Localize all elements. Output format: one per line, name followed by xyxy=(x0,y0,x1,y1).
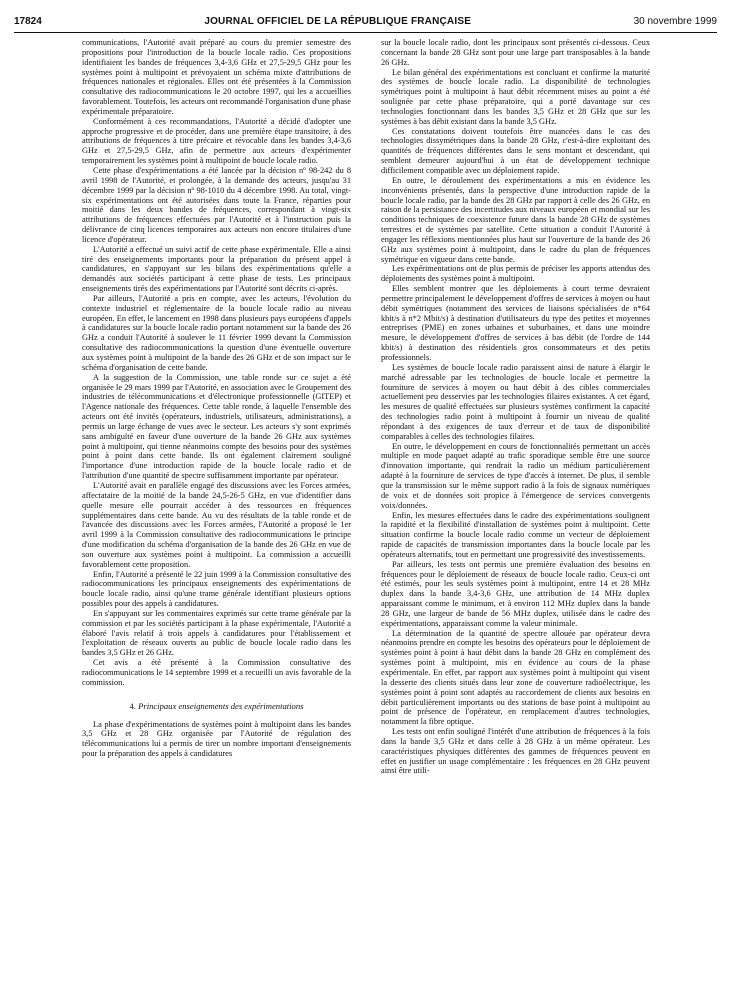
paragraph: Cette phase d'expérimentations a été lancée par la décision nº 98-242 du 8 avril 1998 de l'Autorité, et prolongée, à la demande des acteurs, jusqu'au 31 décembre 1999 par la décision nº 98-1010 du 4 décembre 1998. Au total, vingt-six expérimentations ont été autorisées dans toute la France, réparties pour moitié dans les deux bandes de fréquences, correspondant à vingt-six attributions de fréquences effectuées par l'Autorité et à l'instruction puis la délivrance de cinq licences temporaires aux acteurs non encore titulaires d'une licence d'opérateur. xyxy=(82,165,351,244)
paragraph: En s'appuyant sur les commentaires exprimés sur cette trame générale par la commission et par les sociétés participant à la phase expérimentale, l'Autorité a élaboré l'avis relatif à trois appels à candidatures pour l'établissement et l'exploitation de réseaux ouverts au public de boucle locale radio dans les bandes 3,5 GHz et 26 GHz. xyxy=(82,608,351,658)
paragraph: La phase d'expérimentations de systèmes point à multipoint dans les bandes 3,5 GHz et 28 GHz organisée par l'Autorité de régulation des télécommunications lui a permis de tirer un nombre important d'enseignements pour la préparation des appels à candidatures xyxy=(82,719,351,759)
issue-date: 30 novembre 1999 xyxy=(633,16,717,27)
paragraph: Elles semblent montrer que les déploiements à court terme devraient permettre principalement le développement d'offres de services à moyen ou haut débit symétriques (notamment des services de liaisons spécialisées de n*64 kbit/s à n*2 Mbit/s) à destination d'utilisateurs du type des petites et moyennes entreprises (PME) en zones urbaines et suburbaines, et dans une moindre mesure, le développement d'offres de services à bas débit (de l'ordre de 144 kbit/s) à destination des résidentiels gros consommateurs et des petits professionnels. xyxy=(381,284,650,362)
paragraph: La détermination de la quantité de spectre allouée par opérateur devra néanmoins prendre en compte les besoins des opérateurs pour le déploiement de systèmes point à point à haut débit dans la bande 28 GHz en complément des systèmes point à multipoint, mis en évidence au cours de la phase expérimentale. En effet, par rapport aux systèmes point à multipoint qui visent la desserte des clients situés dans leur zone de couverture radioélectrique, les systèmes point à point sont adaptés au raccordement de clients aux besoins en débit particulièrement importants ou des stations de base point à multipoint au point de présence de l'opérateur, en remplacement d'autres technologies, notamment la fibre optique. xyxy=(381,628,650,727)
paragraph: sur la boucle locale radio, dont les principaux sont présentés ci-dessous. Ceux concernant la bande 28 GHz sont pour une large part transposables à la bande 26 GHz. xyxy=(381,38,650,67)
journal-title: JOURNAL OFFICIEL DE LA RÉPUBLIQUE FRANÇAISE xyxy=(204,16,472,27)
paragraph: Conformément à ces recommandations, l'Autorité a décidé d'adopter une approche progressive et de procéder, dans une première étape transitoire, à des attributions de fréquences à titre précaire et révocable dans les bandes 3,4-3,6 GHz et 27,5-29,5 GHz, afin de permettre aux acteurs d'expérimenter temporairement les systèmes point à multipoint de boucle locale radio. xyxy=(82,116,351,166)
paragraph: Le bilan général des expérimentations est concluant et confirme la maturité des systèmes de boucle locale radio. La disponibilité de technologies symétriques point à multipoint à haut débit récemment mises au point a été soulignée par cette phase préparatoire, qui a porté davantage sur ces technologies fonctionnant dans les bandes 3,5 GHz et 28 GHz que sur les systèmes à bas débit existant dans la bande 3,5 GHz. xyxy=(381,67,650,126)
paragraph: Ces constatations doivent toutefois être nuancées dans le cas des technologies dissymétriques dans la bande 28 GHz, c'est-à-dire exploitant des quantités de fréquences différentes dans le sens montant et descendant, qui semblent demeurer aujourd'hui à un état de développement technique difficilement compatible avec un déploiement rapide. xyxy=(381,126,650,175)
paragraph: En outre, le déroulement des expérimentations a mis en évidence les inconvénients présentés, dans la perspective d'une introduction rapide de la boucle locale radio, par la bande des 28 GHz par rapport à celle des 26 GHz, en raison de la persistance des incertitudes aux niveaux européen et mondial sur les conditions techniques de coexistence future dans la bande 28 GHz de systèmes terrestres et de systèmes par satellite. Cette situation a conduit l'Autorité à engager les réflexions mentionnées plus haut sur l'ouverture de la bande des 26 GHz aux systèmes point à multipoint, dans le cadre du plan de fréquences symétrique en vigueur dans cette bande. xyxy=(381,175,650,264)
paragraph: En outre, le développement en cours de fonctionnalités permettant un accès multiple en mode paquet adapté au trafic sporadique semble être une source d'innovation importante, qui rendrait la radio un médium particulièrement adapté à la fourniture de services de type d'accès à internet. De plus, il semble que la transmission sur le même support radio à la fois de signaux numériques de voix et de données soit propice à l'émergence de services convergents voix/données. xyxy=(381,441,650,510)
section-heading xyxy=(82,702,351,712)
header-rule xyxy=(14,32,717,33)
paragraph: communications, l'Autorité avait préparé au cours du premier semestre des propositions pour l'introduction de la boucle locale radio. Ces propositions identifiaient les bandes de fréquences 3,4-3,6 GHz et 27,5-29,5 GHz pour les systèmes point à multipoint et prévoyaient un schéma mixte d'attributions de fréquences nationales et régionales. Elles ont été présentées à la Commission consultative des radiocommunications le 20 octobre 1997, qui les a accueillies favorablement. Toutefois, les acteurs ont recommandé l'organisation d'une phase expérimentale préparatoire. xyxy=(82,38,351,116)
paragraph: A la suggestion de la Commission, une table ronde sur ce sujet a été organisée le 29 mars 1999 par l'Autorité, en association avec le Groupement des industries de télécommunications et d'électronique professionnelle (GITEP) et l'Agence nationale des fréquences. Cette table ronde, à laquelle l'ensemble des acteurs ont été invités (opérateurs, industriels, utilisateurs, administrations), a permis un large échange de vues avec le secteur. Les acteurs s'y sont exprimés sans ambiguïté en faveur d'une ouverture de la bande 26 GHz aux systèmes point à multipoint, qui tienne néanmoins compte des besoins pour des systèmes point à point dans cette bande. Ils ont également clairement souligné l'importance d'une introduction rapide de la boucle locale radio et de l'attribution d'une quantité de spectre suffisamment importante par opérateur. xyxy=(82,372,351,481)
paragraph: L'Autorité avait en parallèle engagé des discussions avec les Forces armées, affectataire de la moitié de la bande 24,5-26-5 GHz, en vue d'identifier dans quelle mesure elle pourrait accéder à des ressources en fréquences supplémentaires dans cette bande. Au vu des résultats de la table ronde et de l'avancée des discussions avec les Forces armées, l'Autorité a proposé le 1er avril 1999 à la Commission consultative des radiocommunications le principe d'une modification du schéma d'organisation de la bande des 26 GHz en vue de son ouverture aux systèmes point à multipoint. La commission a accueilli favorablement cette proposition. xyxy=(82,480,351,569)
right-column xyxy=(381,38,650,776)
page-header xyxy=(14,16,717,27)
paragraph: Les expérimentations ont de plus permis de préciser les apports attendus des déploiements des systèmes point à multipoint. xyxy=(381,264,650,284)
section-title: Principaux enseignements des expérimentations xyxy=(138,700,304,711)
paragraph: Enfin, l'Autorité a présenté le 22 juin 1999 à la Commission consultative des radiocommunications les principaux enseignements des expérimentations de boucle locale radio, ainsi qu'une trame générale identifiant plusieurs options possibles pour des appels à candidatures. xyxy=(82,569,351,609)
paragraph: Par ailleurs, les tests ont permis une première évaluation des besoins en fréquences pour le déploiement de réseaux de boucle locale radio. Ceux-ci ont été estimés, pour les seuls systèmes point à multipoint, entre 14 et 28 MHz duplex dans la bande 3,4-3,6 GHz, une attribution de 14 MHz duplex apparaissant comme le minimum, et à environ 112 MHz duplex dans la bande 28 GHz, une largeur de bande de 56 MHz duplex, utilisée dans le cadre des expérimentations, apparaissant comme la valeur minimale. xyxy=(381,559,650,628)
left-column xyxy=(82,38,351,759)
page-number: 17824 xyxy=(14,16,42,27)
paragraph: Cet avis a été présenté à la Commission consultative des radiocommunications le 14 septembre 1999 et a recueilli un avis favorable de la commission. xyxy=(82,658,351,687)
paragraph: Les tests ont enfin souligné l'intérêt d'une attribution de fréquences à la fois dans la bande 3,5 GHz et dans celle à 28 GHz à un même opérateur. Les caractéristiques physiques différentes des gammes de fréquences peuvent en effet en justifier un usage complémentaire : les fréquences en 28 GHz peuvent ainsi être utili- xyxy=(381,727,650,776)
paragraph: Enfin, les mesures effectuées dans le cadre des expérimentations soulignent la rapidité et la flexibilité d'installation de systèmes point à multipoint. Cette situation confirme la boucle locale radio comme un vecteur de déploiement rapide de capacités de transmission importantes dans la boucle locale par les opérateurs alternatifs, tout en permettant une progressivité des investissements. xyxy=(381,510,650,559)
paragraph: L'Autorité a effectué un suivi actif de cette phase expérimentale. Elle a ainsi tiré des enseignements importants pour la préparation du présent appel à candidatures, en s'appuyant sur les bilans des expérimentations qu'elle a demandés aux sociétés participant à cette phase de tests. Les principaux enseignements tirés des expérimentations par l'Autorité sont décrits ci-après. xyxy=(82,244,351,294)
paragraph: Par ailleurs, l'Autorité a pris en compte, avec les acteurs, l'évolution du contexte industriel et réglementaire de la boucle locale radio au niveau européen. En effet, le lancement en 1998 dans plusieurs pays européens d'appels à candidatures sur la boucle locale radio portant notamment sur la bande des 26 GHz a conduit l'Autorité à soulever le 11 février 1999 devant la Commission consultative des radiocommunications la question d'une éventuelle ouverture aux systèmes point à multipoint de la bande des 26 GHz et de son impact sur le schéma d'organisation de cette bande. xyxy=(82,293,351,372)
paragraph: Les systèmes de boucle locale radio paraissent ainsi de nature à élargir le marché adressable par les technologies de boucle locale et permettre la fourniture de services à moyen ou haut débit à des cibles commerciales actuellement peu desservies par les technologies filaires existantes. A cet égard, les mesures de qualité effectuées sur plusieurs systèmes confirment la capacité des technologies radio point à multipoint à fournir un niveau de qualité répondant à des exigences de taux d'erreur et de taux de disponibilité comparables à celles des technologies filaires. xyxy=(381,362,650,441)
section-number: 4. xyxy=(129,700,136,711)
